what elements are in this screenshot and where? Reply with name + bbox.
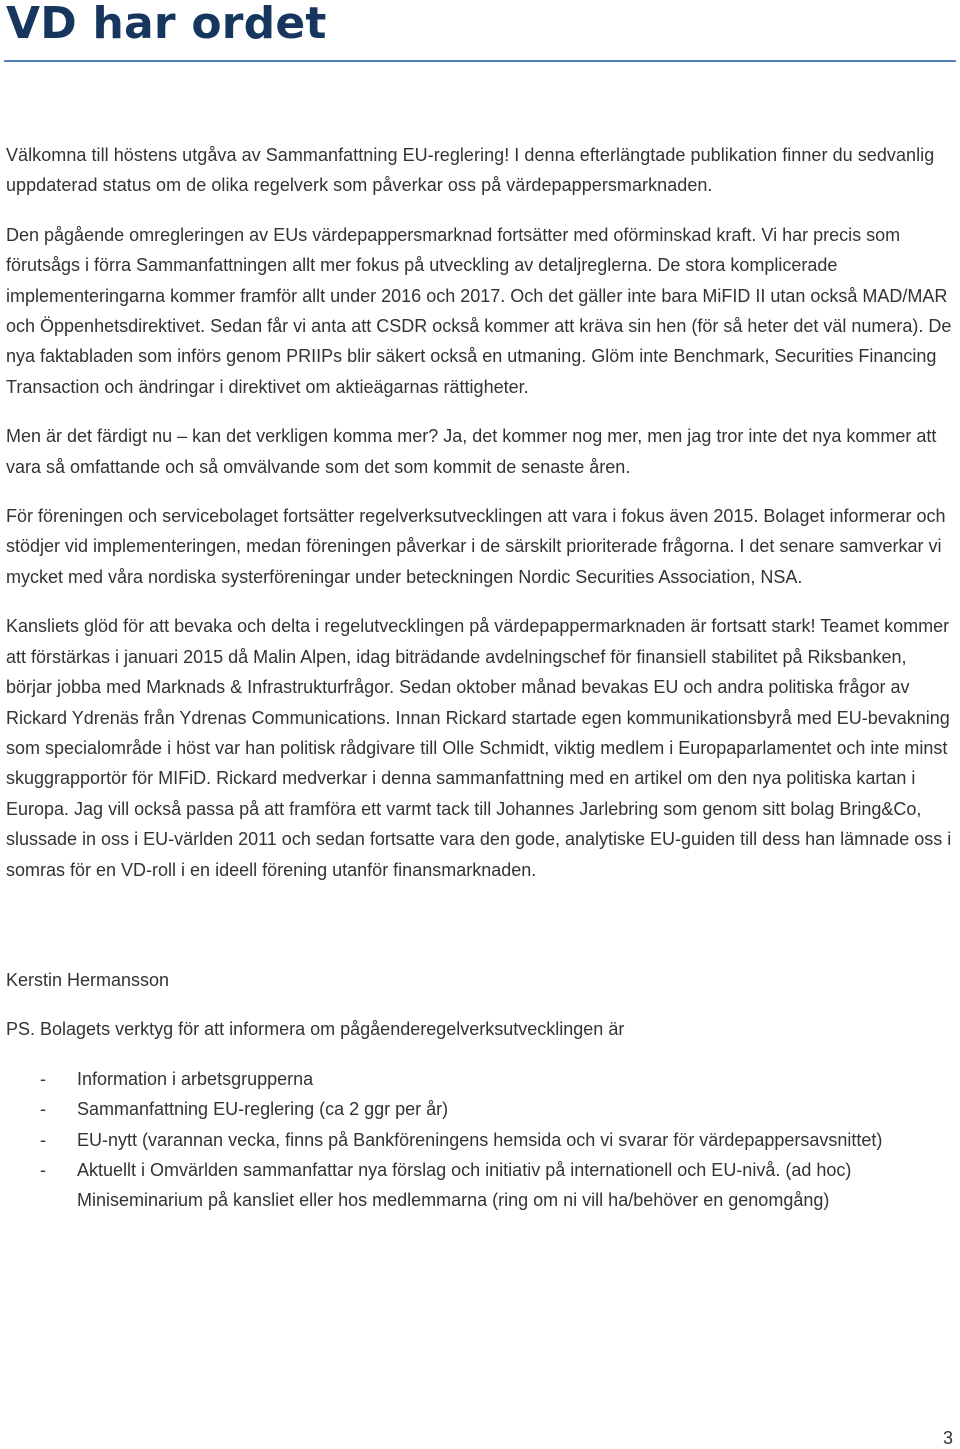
paragraph-association: För föreningen och servicebolaget fortsätter regelverksutvecklingen att vara i fokus även 2015. Bolaget informerar och stödjer vid implementeringen, medan föreningen påverkar i de särskilt prioriterade frågorna. I det senare samverkar vi mycket med våra nordiska systerföreningar under beteckningen Nordic Securities Association, NSA. — [6, 506, 946, 587]
paragraph-outlook: Men är det färdigt nu – kan det verkligen komma mer? Ja, det kommer nog mer, men jag tror inte det nya kommer att vara så omfattande och så omvälvande som det som kommit de senaste åren. — [6, 426, 937, 477]
list-item — [6, 1155, 954, 1216]
paragraph-office: Kansliets glöd för att bevaka och delta i regelutvecklingen på värdepappermarknaden är fortsatt stark! Teamet kommer att förstärkas i januari 2015 då Malin Alpen, idag biträdande avdelningschef för finansiell stabilitet på Riksbanken, börjar jobba med Marknads & Infrastrukturfrågor. Sedan oktober månad bevakas EU och andra politiska frågor av Rickard Ydrenäs från Ydrenas Communications. Innan Rickard startade egen kommunikationsbyrå med EU-bevakning som specialområde i höst var han politisk rådgivare till Olle Schmidt, viktig medlem i Europaparlamentet och inte minst skuggrapportör för MIFiD. Rickard medverkar i denna sammanfattning med en artikel om den nya politiska kartan i Europa. Jag vill också passa på att framföra ett varmt tack till Johannes Jarlebring som genom sitt bolag Bring&Co, slussade in oss i EU-världen 2011 och sedan fortsatte vara den gode, analytiske EU-guiden till dess han lämnade oss i somras för en VD-roll i en ideell förening utanför finansmarknaden. — [6, 616, 952, 880]
bullet-dash: - — [40, 1099, 46, 1120]
document-body — [6, 140, 954, 1216]
bullet-dash: - — [40, 1068, 46, 1089]
bullet-dash: - — [40, 1129, 46, 1150]
list-item-text: Information i arbetsgrupperna — [77, 1068, 314, 1089]
paragraph-regulation: Den pågående omregleringen av EUs värdepappersmarknad fortsätter med oförminskad kraft. Vi har precis som förutsågs i förra Sammanfattningen allt mer fokus på utveckling av detaljreglerna. De stora komplicerade implementeringarna kommer framför allt under 2016 och 2017. Och det gäller inte bara MiFID II utan också MAD/MAR och Öppenhetsdirektivet. Sedan får vi anta att CSDR också kommer att kräva sin hen (för så heter det väl numera). De nya faktabladen som införs genom PRIIPs blir säkert också en utmaning. Glöm inte Benchmark, Securities Financing Transaction och ändringar i direktivet om aktieägarnas rättigheter. — [6, 224, 952, 397]
page-title: VD har ordet — [6, 0, 327, 49]
signature: Kerstin Hermansson — [6, 969, 170, 990]
title-underline — [4, 60, 956, 62]
list-item — [6, 1094, 954, 1124]
paragraph-welcome: Välkomna till höstens utgåva av Sammanfattning EU-reglering! I denna efterlängtade publikation finner du sedvanlig uppdaterad status om de olika regelverk som påverkar oss på värdepappersmarknaden. — [6, 145, 935, 196]
list-item-text: EU-nytt (varannan vecka, finns på Bankföreningens hemsida och vi svarar för värdepappersavsnittet) — [77, 1129, 883, 1150]
list-item — [6, 1064, 954, 1094]
list-item-text: Sammanfattning EU-reglering (ca 2 ggr per år) — [77, 1099, 449, 1120]
bullet-dash: - — [40, 1159, 46, 1180]
postscript: PS. Bolagets verktyg för att informera om pågåenderegelverksutvecklingen är — [6, 1019, 625, 1040]
tools-list — [6, 1064, 954, 1216]
list-item — [6, 1125, 954, 1155]
page-number: 3 — [942, 1428, 953, 1448]
list-item-text: Aktuellt i Omvärlden sammanfattar nya förslag och initiativ på internationell och EU-nivå. (ad hoc) Miniseminarium på kansliet eller hos medlemmarna (ring om ni vill ha/behöver en genomgång) — [77, 1159, 852, 1211]
signature-spacer — [6, 904, 954, 965]
